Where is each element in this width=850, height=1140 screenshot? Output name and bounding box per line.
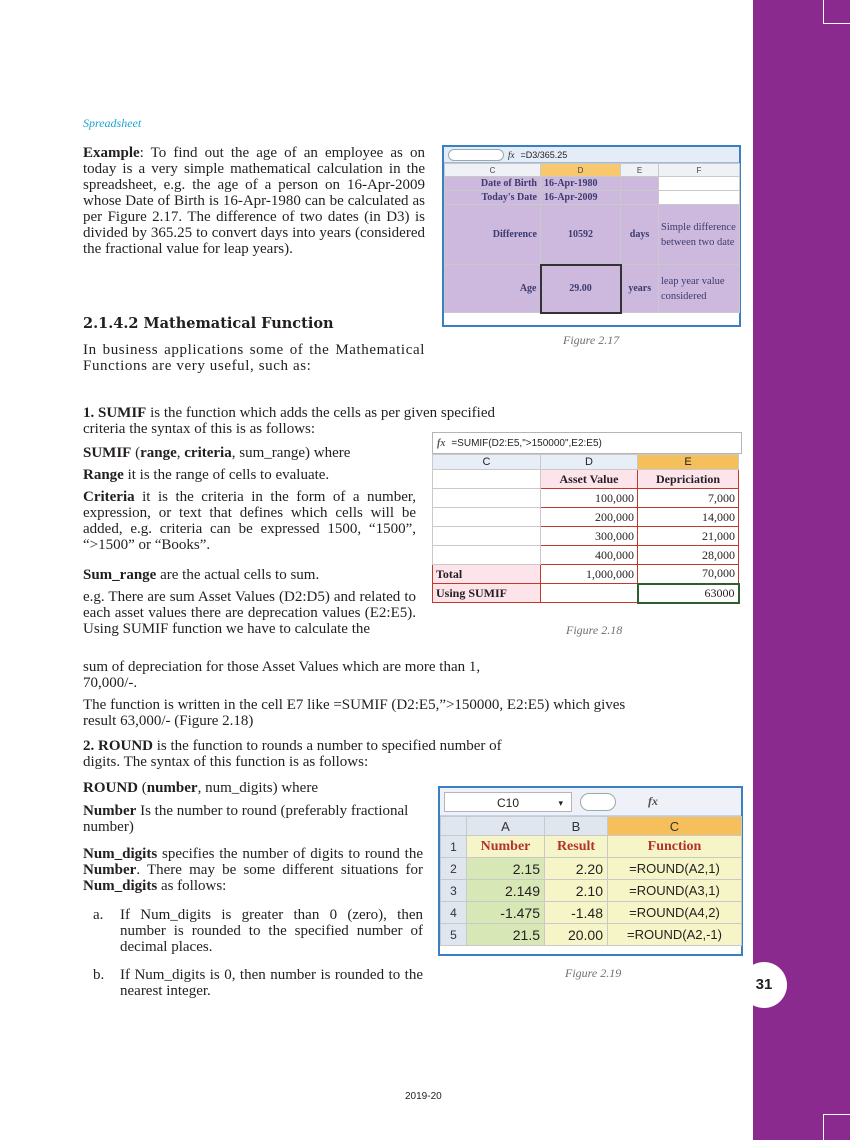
cell-depr[interactable]: 21,000 [638, 527, 739, 546]
formula-text[interactable]: =D3/365.25 [520, 149, 568, 160]
column-header-row [433, 455, 739, 470]
col-header[interactable]: D [541, 455, 638, 470]
sumif-sumrange [83, 567, 423, 583]
row-header[interactable]: 2 [441, 858, 467, 880]
cell-total-label[interactable]: Total [433, 565, 541, 584]
fx-icon: fx [437, 437, 446, 449]
name-box[interactable] [444, 792, 572, 812]
table-row [433, 546, 739, 565]
table-row [445, 191, 740, 205]
number-term: Number [83, 803, 137, 819]
sumif-syntax-arg1: range [140, 445, 177, 461]
col-header[interactable]: E [621, 164, 659, 177]
column-header-row [441, 817, 742, 836]
header-number[interactable]: Number [467, 836, 545, 858]
cell[interactable] [541, 584, 638, 603]
example-label: Example [83, 145, 140, 161]
cell-number[interactable]: 2.149 [467, 880, 545, 902]
fx-icon[interactable]: fx [648, 794, 658, 808]
cell-function[interactable]: =ROUND(A2,1) [608, 858, 742, 880]
table-row [441, 880, 742, 902]
formula-bar [444, 147, 739, 163]
chevron-down-icon[interactable]: ▾ [558, 797, 563, 808]
round-syntax-rest: , num_digits) where [197, 780, 318, 796]
name-box-value: C10 [496, 795, 519, 810]
round-name: ROUND [98, 738, 153, 754]
cell-value[interactable]: 16-Apr-1980 [541, 177, 621, 191]
col-header[interactable]: C [445, 164, 541, 177]
footer-year: 2019-20 [405, 1091, 442, 1102]
sumif-syntax-arg2: criteria [184, 445, 232, 461]
sheet-grid [432, 454, 740, 604]
figure-2-17-caption: Figure 2.17 [563, 333, 620, 347]
cell-value[interactable]: 16-Apr-2009 [541, 191, 621, 205]
cell-sumif-label[interactable]: Using SUMIF [433, 584, 541, 603]
header-function[interactable]: Function [608, 836, 742, 858]
figure-2-17-spreadsheet [442, 145, 741, 327]
cell[interactable] [659, 177, 740, 191]
cell-depr[interactable]: 7,000 [638, 489, 739, 508]
cell-result[interactable]: -1.48 [545, 902, 608, 924]
figure-2-18-caption: Figure 2.18 [566, 623, 623, 637]
table-row [433, 527, 739, 546]
sheet-grid [440, 816, 742, 946]
sumif-syntax [83, 445, 423, 461]
cell[interactable] [433, 470, 541, 489]
page-number: 31 [741, 962, 787, 1008]
cell-number[interactable]: 2.15 [467, 858, 545, 880]
round-numdigits-def [83, 846, 423, 894]
cell[interactable] [433, 508, 541, 527]
cell-unit[interactable]: years [621, 265, 659, 313]
cell-result[interactable]: 20.00 [545, 924, 608, 946]
cell-total-asset[interactable]: 1,000,000 [541, 565, 638, 584]
col-header[interactable]: E [638, 455, 739, 470]
table-row [433, 489, 739, 508]
sumrange-def: are the actual cells to sum. [156, 567, 320, 583]
cell[interactable] [621, 177, 659, 191]
sumif-line2: criteria the syntax of this is as follows: [83, 421, 316, 437]
col-header[interactable]: A [467, 817, 545, 836]
sumif-number: 1. [83, 405, 95, 421]
sheet-grid [444, 163, 740, 314]
figure-2-19-spreadsheet [438, 786, 743, 956]
round-number-def [83, 803, 423, 835]
cell[interactable] [433, 527, 541, 546]
round-syntax-name: ROUND [83, 780, 138, 796]
range-def: it is the range of cells to evaluate. [123, 467, 330, 483]
intro-paragraph: In business applications some of the Mathematical Functions are very useful, such as: [83, 342, 425, 374]
row-header[interactable]: 5 [441, 924, 467, 946]
sumif-name: SUMIF [98, 405, 147, 421]
row-header[interactable]: 1 [441, 836, 467, 858]
col-header[interactable]: F [659, 164, 740, 177]
sumif-eg-line2: sum of depreciation for those Asset Values which are more than 1, [83, 659, 481, 675]
item-a-label: a. [93, 907, 104, 923]
col-header[interactable]: C [608, 817, 742, 836]
crop-mark-top [823, 0, 850, 24]
col-header[interactable]: B [545, 817, 608, 836]
criteria-term: Criteria [83, 489, 135, 505]
cell-note[interactable]: Simple difference between two date [659, 205, 740, 265]
sumif-syntax-sep: , [176, 445, 185, 461]
table-row [445, 265, 740, 313]
header-depreciation[interactable]: Depriciation [638, 470, 739, 489]
cell[interactable] [659, 191, 740, 205]
cell-value[interactable]: 10592 [541, 205, 621, 265]
cell-depr[interactable]: 28,000 [638, 546, 739, 565]
round-syntax [83, 780, 423, 796]
formula-text[interactable]: =SUMIF(D2:E5,">150000",E2:E5) [451, 437, 602, 449]
cell[interactable] [433, 546, 541, 565]
cell-asset[interactable]: 200,000 [541, 508, 638, 527]
sumif-range [83, 467, 423, 483]
cell-label[interactable]: Date of Birth [445, 177, 541, 191]
cell-label[interactable]: Difference [445, 205, 541, 265]
crop-mark-bottom [823, 1114, 850, 1140]
cell-asset[interactable]: 300,000 [541, 527, 638, 546]
cell-unit[interactable]: days [621, 205, 659, 265]
table-row [433, 508, 739, 527]
numdigits-bold2: Num_digits [83, 878, 158, 894]
table-row [441, 924, 742, 946]
sumif-eg-line3: 70,000/-. [83, 675, 138, 691]
cell-function[interactable]: =ROUND(A4,2) [608, 902, 742, 924]
sumif-syntax-name: SUMIF [83, 445, 132, 461]
sumif-syntax-rest: , sum_range) where [231, 445, 351, 461]
column-header-row [445, 164, 740, 177]
formula-bar [440, 788, 741, 816]
header-asset-value[interactable]: Asset Value [541, 470, 638, 489]
criteria-def: it is the criteria in the form of a number, expression, or text that defines which cells will be added, e.g. criteria can be expressed 1500, “1500”, “>1500” or “Books”. [83, 489, 416, 553]
table-row [445, 177, 740, 191]
sumif-example-cont [83, 659, 643, 691]
numdigits-def2: . There may be some different situations for [136, 862, 423, 878]
formula-bar-control[interactable] [448, 149, 504, 161]
header-result[interactable]: Result [545, 836, 608, 858]
col-header[interactable]: D [541, 164, 621, 177]
table-row [441, 858, 742, 880]
cell-note[interactable]: leap year value considered [659, 265, 740, 313]
cell-result[interactable]: 2.20 [545, 858, 608, 880]
numdigits-def3: as follows: [157, 878, 227, 894]
sumif-line1: is the function which adds the cells as per given specified [146, 405, 495, 421]
col-header[interactable]: C [433, 455, 541, 470]
cell-number[interactable]: 21.5 [467, 924, 545, 946]
table-row-sumif [433, 584, 739, 603]
example-text: : To find out the age of an employee as on today is a very simple mathematical calculation in the spreadsheet, e.g. the age of a person on 16-Apr-2009 whose Date of Birth is 16-Apr-1980 can be calculated as per Figure 2.17. The difference of two dates (in D3) is divided by 365.25 to convert days into years (considered the fractional value for leap years). [83, 145, 425, 257]
cell-function[interactable]: =ROUND(A2,-1) [608, 924, 742, 946]
figure-2-19-caption: Figure 2.19 [565, 966, 622, 980]
formula-bar-control[interactable] [580, 793, 616, 811]
cell-asset[interactable]: 100,000 [541, 489, 638, 508]
cell-number[interactable]: -1.475 [467, 902, 545, 924]
round-item-b [93, 967, 423, 999]
numdigits-term: Num_digits [83, 846, 158, 862]
sumif-function-text: The function is written in the cell E7 like =SUMIF (D2:E5,”>150000, E2:E5) which gives result 63,000/- (Figure 2.18) [83, 697, 626, 729]
cell-asset[interactable]: 400,000 [541, 546, 638, 565]
cell-value-selected[interactable]: 29.00 [541, 265, 621, 313]
numdigits-bold: Number [83, 862, 137, 878]
table-header-row [441, 836, 742, 858]
item-b-text: If Num_digits is 0, then number is rounded to the nearest integer. [120, 967, 423, 999]
fx-icon: fx [508, 149, 515, 160]
cell-label[interactable]: Today's Date [445, 191, 541, 205]
cell-total-depr[interactable]: 70,000 [638, 565, 739, 584]
table-row [445, 205, 740, 265]
round-syntax-arg1: number [146, 780, 198, 796]
cell-depr[interactable]: 14,000 [638, 508, 739, 527]
cell-sumif-result[interactable]: 63000 [638, 584, 739, 603]
example-paragraph [83, 145, 425, 257]
number-def: Is the number to round (preferably fractional number) [83, 803, 409, 835]
formula-bar [432, 432, 742, 454]
cell-function[interactable]: =ROUND(A3,1) [608, 880, 742, 902]
cell[interactable] [433, 489, 541, 508]
sumrange-term: Sum_range [83, 567, 157, 583]
cell[interactable] [621, 191, 659, 205]
range-term: Range [83, 467, 124, 483]
table-header-row [433, 470, 739, 489]
row-header[interactable]: 3 [441, 880, 467, 902]
round-number: 2. [83, 738, 95, 754]
numdigits-def1: specifies the number of digits to round the [157, 846, 423, 862]
item-a-text: If Num_digits is greater than 0 (zero), then number is rounded to the specified number of decimal places. [120, 907, 423, 955]
round-line2: digits. The syntax of this function is as follows: [83, 754, 369, 770]
table-row [441, 902, 742, 924]
round-item-a [93, 907, 423, 955]
sumif-criteria [83, 489, 416, 553]
select-all-corner[interactable] [441, 817, 467, 836]
running-head: Spreadsheet [83, 116, 142, 130]
item-b-label: b. [93, 967, 105, 983]
round-line1: is the function to rounds a number to specified number of [153, 738, 502, 754]
sumif-syntax-open: ( [131, 445, 141, 461]
section-heading: 2.1.4.2 Mathematical Function [83, 315, 334, 332]
cell-label[interactable]: Age [445, 265, 541, 313]
figure-2-18-spreadsheet [432, 432, 742, 614]
row-header[interactable]: 4 [441, 902, 467, 924]
round-intro [83, 738, 628, 770]
table-row-total [433, 565, 739, 584]
cell-result[interactable]: 2.10 [545, 880, 608, 902]
sumif-example: e.g. There are sum Asset Values (D2:D5) and related to each asset values there are deprecation values (E2:E5). Using SUMIF function we have to calculate the [83, 589, 416, 637]
round-syntax-open: ( [138, 780, 147, 796]
